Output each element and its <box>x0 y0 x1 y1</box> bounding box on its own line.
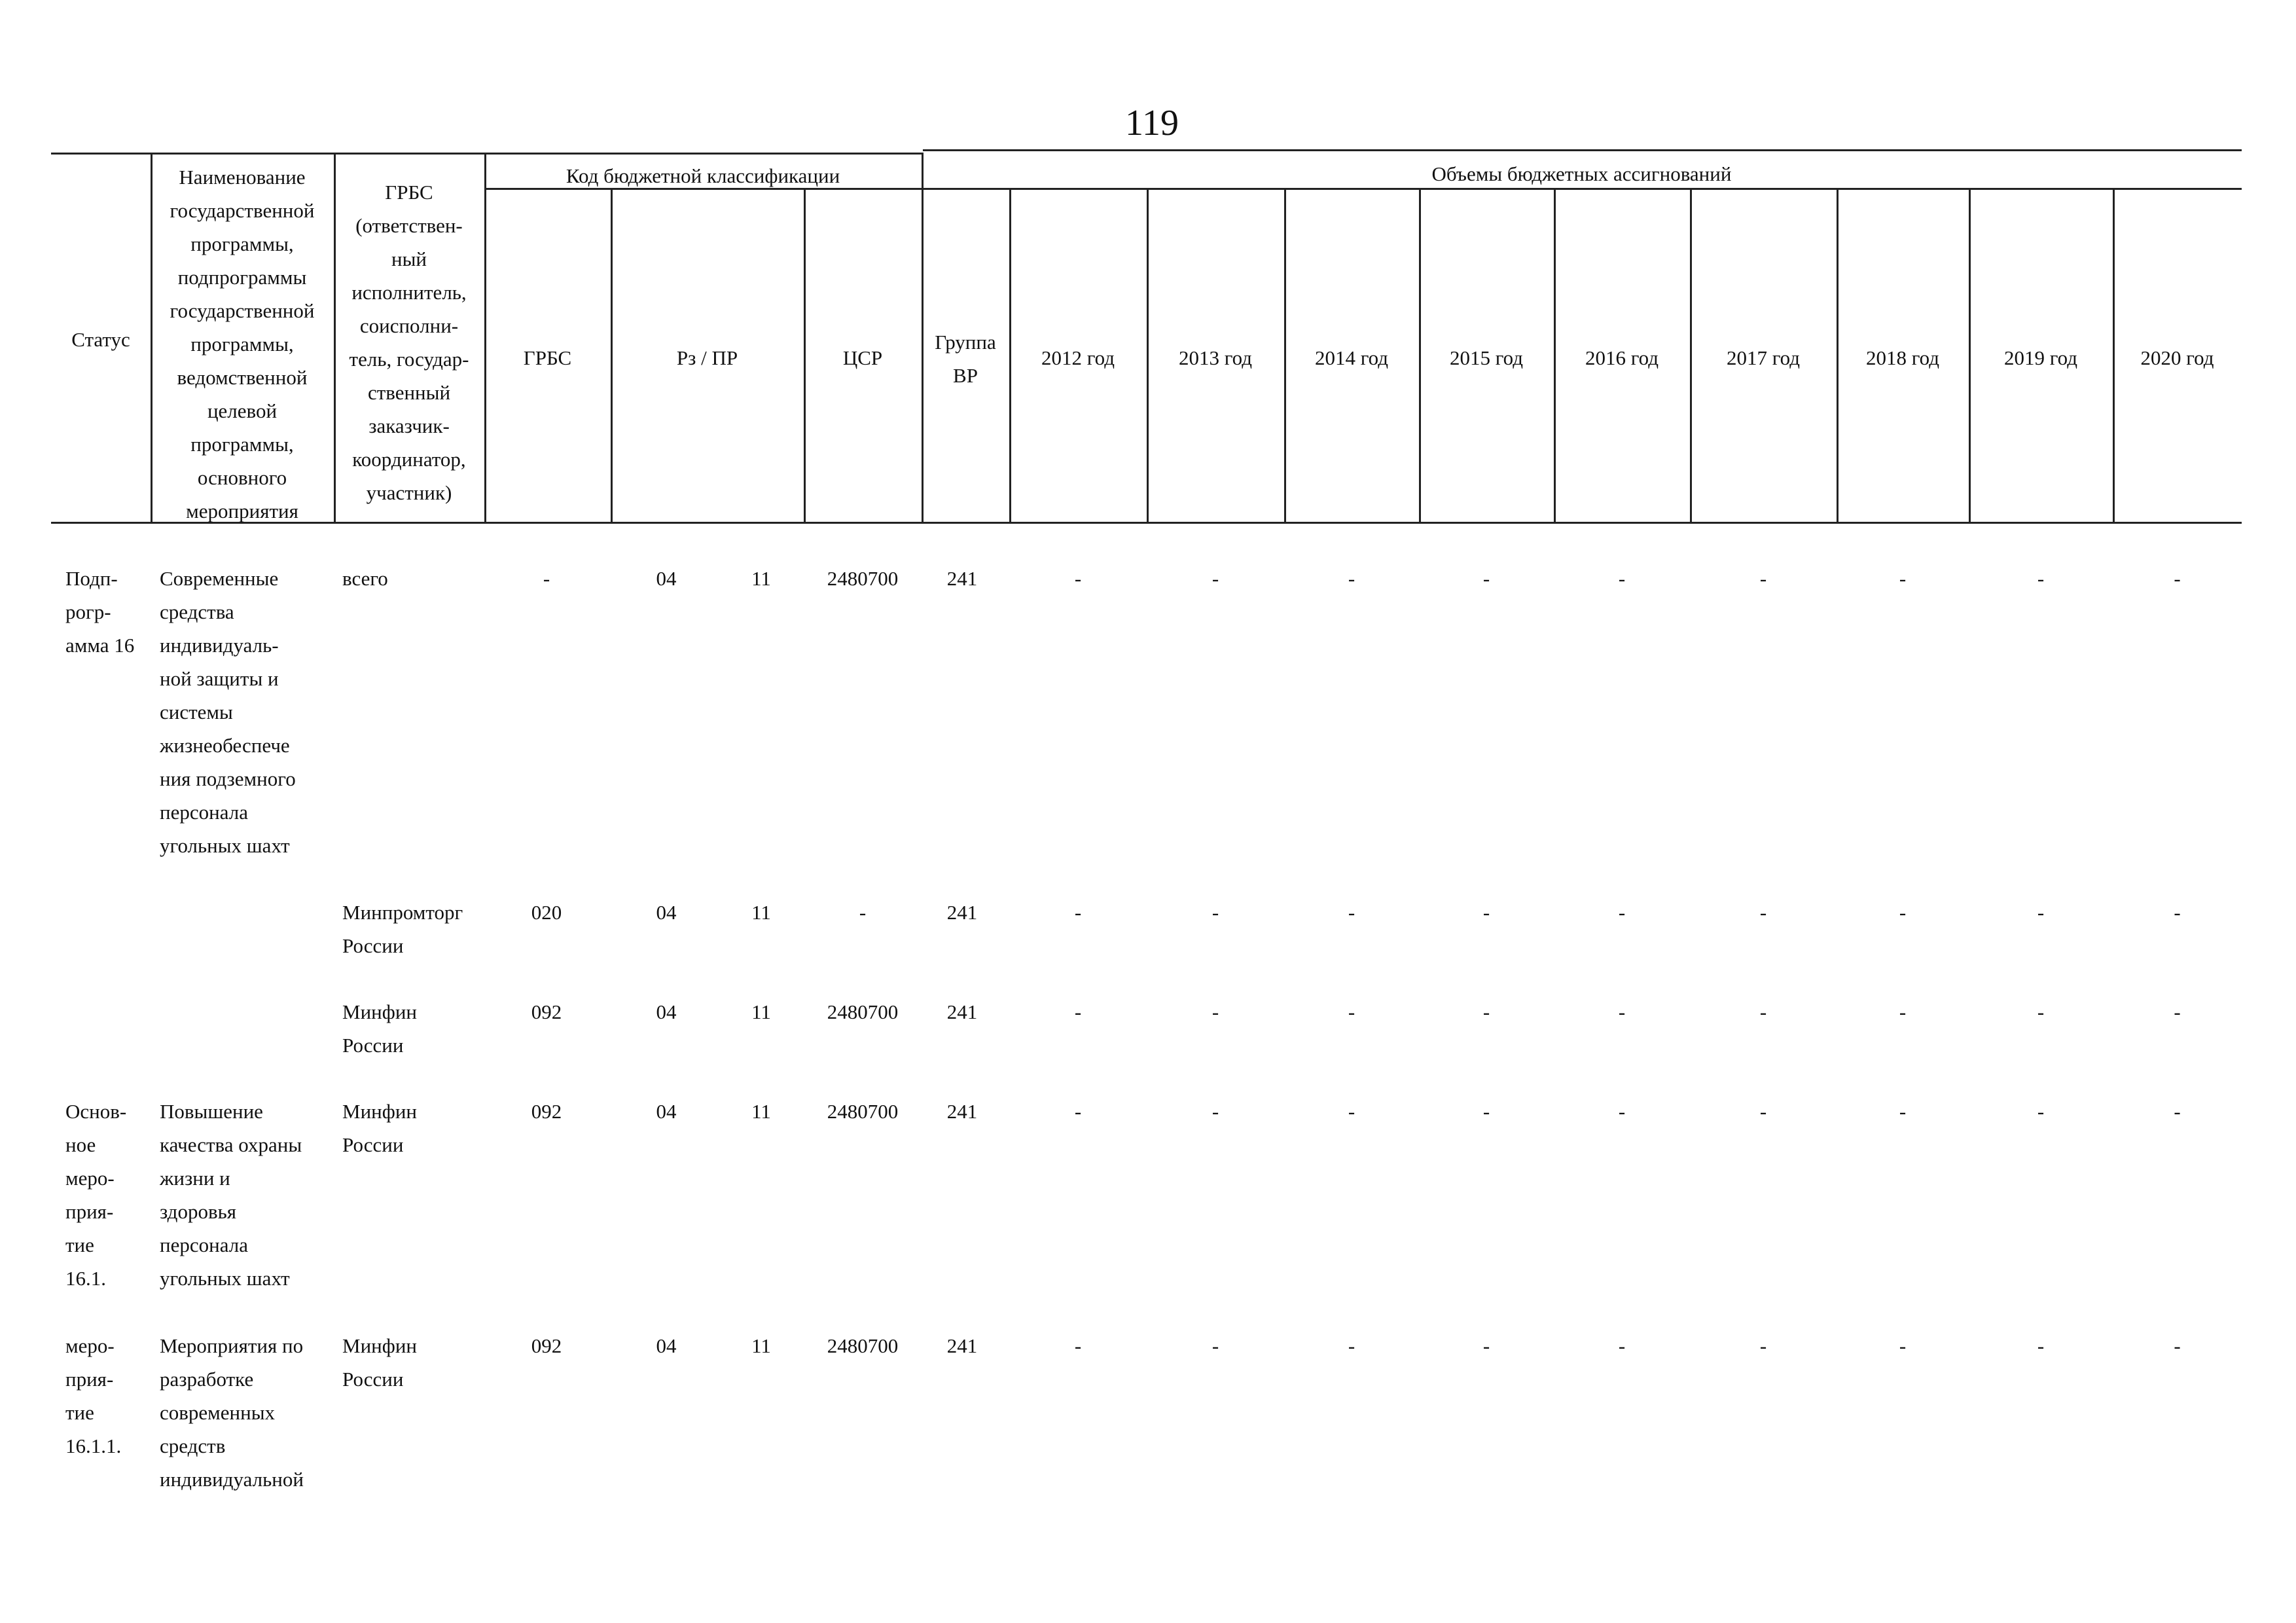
row-program-name-line: ной защиты и <box>160 667 279 690</box>
row-rz: 04 <box>656 567 677 590</box>
row-responsible <box>342 995 483 1062</box>
row-value-2018: - <box>1899 901 1907 924</box>
row-vr: 241 <box>946 567 978 590</box>
row-value-2015: - <box>1482 1000 1490 1023</box>
row-rz: 04 <box>656 1000 677 1023</box>
row-value-2012: - <box>1074 1000 1082 1023</box>
header-year-2012: 2012 год <box>1041 346 1115 369</box>
header-program-name-line: Наименование <box>179 166 306 189</box>
row-program-name-line: Современные <box>160 567 279 590</box>
row-value-2019: - <box>2037 901 2045 924</box>
header-year-2015: 2015 год <box>1449 346 1524 369</box>
row-program-name <box>160 1329 334 1496</box>
row-status-line: Подп- <box>65 567 118 590</box>
row-program-name-line: жизнеобеспече <box>160 734 290 757</box>
row-program-name-line: угольных шахт <box>160 834 290 857</box>
row-value-2015: - <box>1482 901 1490 924</box>
row-responsible-line: России <box>342 1368 404 1391</box>
row-status <box>65 562 151 662</box>
row-value-2018: - <box>1899 567 1907 590</box>
row-value-2015: - <box>1482 1100 1490 1123</box>
row-value-2019: - <box>2037 567 2045 590</box>
header-program-name-line: программы, <box>190 232 294 255</box>
row-program-name-line: персонала <box>160 801 248 824</box>
row-value-2019: - <box>2037 1000 2045 1023</box>
row-status-line: 16.1.1. <box>65 1434 122 1457</box>
row-program-name-line: ния подземного <box>160 767 296 790</box>
table-top-rule <box>923 149 2242 151</box>
row-csr: 2480700 <box>827 1100 899 1123</box>
row-responsible-line: Минфин <box>342 1000 418 1023</box>
header-program-name-line: мероприятия <box>186 500 298 522</box>
row-status-line: амма 16 <box>65 634 135 657</box>
row-value-2018: - <box>1899 1334 1907 1357</box>
row-program-name-line: Повышение <box>160 1100 263 1123</box>
header-responsible-line: соисполни- <box>359 314 459 337</box>
row-status-line: ное <box>65 1133 96 1156</box>
row-vr: 241 <box>946 1100 978 1123</box>
column-rule <box>484 153 486 522</box>
row-status <box>65 1095 151 1295</box>
header-program-name-line: основного <box>197 466 287 489</box>
row-program-name-line: средства <box>160 600 234 623</box>
header-responsible-line: координатор, <box>352 448 466 471</box>
row-vr: 241 <box>946 901 978 924</box>
row-responsible-line: Минфин <box>342 1334 418 1357</box>
row-value-2017: - <box>1759 901 1767 924</box>
row-value-2020: - <box>2174 567 2181 590</box>
row-grbs: 092 <box>531 1100 562 1123</box>
row-responsible <box>342 562 483 595</box>
row-status-line: прия- <box>65 1368 114 1391</box>
row-status-line: тие <box>65 1233 94 1256</box>
header-program-name-line: государственной <box>170 299 315 322</box>
row-status-line: тие <box>65 1401 94 1424</box>
header-responsible-line: (ответствен- <box>355 214 463 237</box>
table-top-rule <box>51 153 923 155</box>
row-value-2012: - <box>1074 1100 1082 1123</box>
row-rz: 04 <box>656 901 677 924</box>
row-value-2019: - <box>2037 1100 2045 1123</box>
row-value-2020: - <box>2174 1000 2181 1023</box>
header-responsible-line: ГРБС <box>385 181 433 204</box>
header-responsible <box>334 175 484 509</box>
row-value-2017: - <box>1759 1334 1767 1357</box>
header-year-2018: 2018 год <box>1865 346 1940 369</box>
row-responsible-line: Минпромторг <box>342 901 463 924</box>
row-program-name-line: современных <box>160 1401 276 1424</box>
row-vr: 241 <box>946 1334 978 1357</box>
header-rz-pr: Рз / ПР <box>676 346 738 369</box>
header-volumes-group: Объемы бюджетных ассигнований <box>1431 162 1732 185</box>
row-status-line: Основ- <box>65 1100 127 1123</box>
row-responsible-line: России <box>342 1133 404 1156</box>
header-program-name-line: целевой <box>207 399 278 422</box>
row-rz: 04 <box>656 1100 677 1123</box>
header-vr-group-line: ВР <box>953 364 978 387</box>
row-program-name <box>160 562 334 862</box>
header-program-name-line: программы, <box>190 333 294 356</box>
row-value-2013: - <box>1211 1100 1219 1123</box>
row-value-2019: - <box>2037 1334 2045 1357</box>
row-program-name-line: системы <box>160 701 233 723</box>
header-status: Статус <box>71 328 130 351</box>
row-program-name-line: персонала <box>160 1233 248 1256</box>
row-value-2014: - <box>1348 1000 1355 1023</box>
row-value-2018: - <box>1899 1000 1907 1023</box>
row-responsible <box>342 1329 483 1396</box>
row-pr: 11 <box>751 567 771 590</box>
header-csr: ЦСР <box>842 346 883 369</box>
row-value-2018: - <box>1899 1100 1907 1123</box>
row-value-2016: - <box>1618 1334 1626 1357</box>
row-pr: 11 <box>751 1100 771 1123</box>
row-pr: 11 <box>751 1334 771 1357</box>
row-program-name-line: качества охраны <box>160 1133 302 1156</box>
header-year-2013: 2013 год <box>1178 346 1253 369</box>
row-value-2020: - <box>2174 1100 2181 1123</box>
row-responsible-line: всего <box>342 567 388 590</box>
row-program-name <box>160 1095 334 1295</box>
row-responsible <box>342 1095 483 1161</box>
header-program-name <box>151 160 334 528</box>
row-value-2013: - <box>1211 901 1219 924</box>
row-responsible-line: России <box>342 934 404 957</box>
row-status-line: рогр- <box>65 600 111 623</box>
header-year-2014: 2014 год <box>1314 346 1389 369</box>
header-grbs: ГРБС <box>523 346 572 369</box>
header-responsible-line: ный <box>391 247 427 270</box>
row-pr: 11 <box>751 901 771 924</box>
row-responsible <box>342 896 483 962</box>
header-vr-group <box>922 325 1009 392</box>
row-program-name-line: индивидуальной <box>160 1468 304 1491</box>
row-responsible-line: Минфин <box>342 1100 418 1123</box>
row-grbs: - <box>543 567 550 590</box>
header-year-2017: 2017 год <box>1726 346 1801 369</box>
header-bottom-rule <box>51 522 2242 524</box>
row-value-2017: - <box>1759 1100 1767 1123</box>
header-responsible-line: заказчик- <box>368 414 450 437</box>
row-value-2013: - <box>1211 567 1219 590</box>
header-responsible-line: участник) <box>366 481 452 504</box>
row-csr: 2480700 <box>827 1334 899 1357</box>
header-program-name-line: программы, <box>190 433 294 456</box>
row-program-name-line: здоровья <box>160 1200 236 1223</box>
header-program-name-line: государственной <box>170 199 315 222</box>
row-csr: 2480700 <box>827 567 899 590</box>
header-year-2019: 2019 год <box>2003 346 2078 369</box>
header-vr-group-line: Группа <box>935 331 996 354</box>
row-value-2017: - <box>1759 1000 1767 1023</box>
row-pr: 11 <box>751 1000 771 1023</box>
row-responsible-line: России <box>342 1034 404 1057</box>
row-value-2016: - <box>1618 1000 1626 1023</box>
group-rule <box>484 188 2242 190</box>
row-value-2015: - <box>1482 1334 1490 1357</box>
row-value-2013: - <box>1211 1334 1219 1357</box>
row-status-line: 16.1. <box>65 1267 106 1290</box>
row-program-name-line: разработке <box>160 1368 254 1391</box>
header-budget-code-group: Код бюджетной классификации <box>565 164 840 187</box>
header-year-2016: 2016 год <box>1585 346 1659 369</box>
row-grbs: 092 <box>531 1334 562 1357</box>
row-program-name-line: Мероприятия по <box>160 1334 304 1357</box>
row-value-2014: - <box>1348 567 1355 590</box>
row-value-2016: - <box>1618 567 1626 590</box>
row-value-2014: - <box>1348 1100 1355 1123</box>
header-responsible-line: ственный <box>367 381 451 404</box>
row-program-name-line: угольных шахт <box>160 1267 290 1290</box>
row-value-2014: - <box>1348 901 1355 924</box>
header-responsible-line: исполнитель, <box>351 281 467 304</box>
row-rz: 04 <box>656 1334 677 1357</box>
row-value-2017: - <box>1759 567 1767 590</box>
row-status-line: меро- <box>65 1167 115 1190</box>
row-csr: - <box>859 901 867 924</box>
row-value-2016: - <box>1618 1100 1626 1123</box>
row-value-2015: - <box>1482 567 1490 590</box>
row-status-line: прия- <box>65 1200 114 1223</box>
row-value-2020: - <box>2174 1334 2181 1357</box>
row-program-name-line: средств <box>160 1434 226 1457</box>
page-number: 119 <box>1125 103 1179 143</box>
row-csr: 2480700 <box>827 1000 899 1023</box>
row-vr: 241 <box>946 1000 978 1023</box>
row-value-2016: - <box>1618 901 1626 924</box>
row-status <box>65 1329 151 1463</box>
header-program-name-line: ведомственной <box>177 366 308 389</box>
row-value-2013: - <box>1211 1000 1219 1023</box>
header-year-2020: 2020 год <box>2140 346 2214 369</box>
header-responsible-line: тель, государ- <box>349 348 469 371</box>
row-grbs: 020 <box>531 901 562 924</box>
row-status-line: меро- <box>65 1334 115 1357</box>
row-value-2012: - <box>1074 1334 1082 1357</box>
header-program-name-line: подпрограммы <box>177 266 307 289</box>
row-value-2014: - <box>1348 1334 1355 1357</box>
row-value-2012: - <box>1074 901 1082 924</box>
row-program-name-line: индивидуаль- <box>160 634 279 657</box>
row-value-2012: - <box>1074 567 1082 590</box>
row-program-name-line: жизни и <box>160 1167 230 1190</box>
row-grbs: 092 <box>531 1000 562 1023</box>
row-value-2020: - <box>2174 901 2181 924</box>
